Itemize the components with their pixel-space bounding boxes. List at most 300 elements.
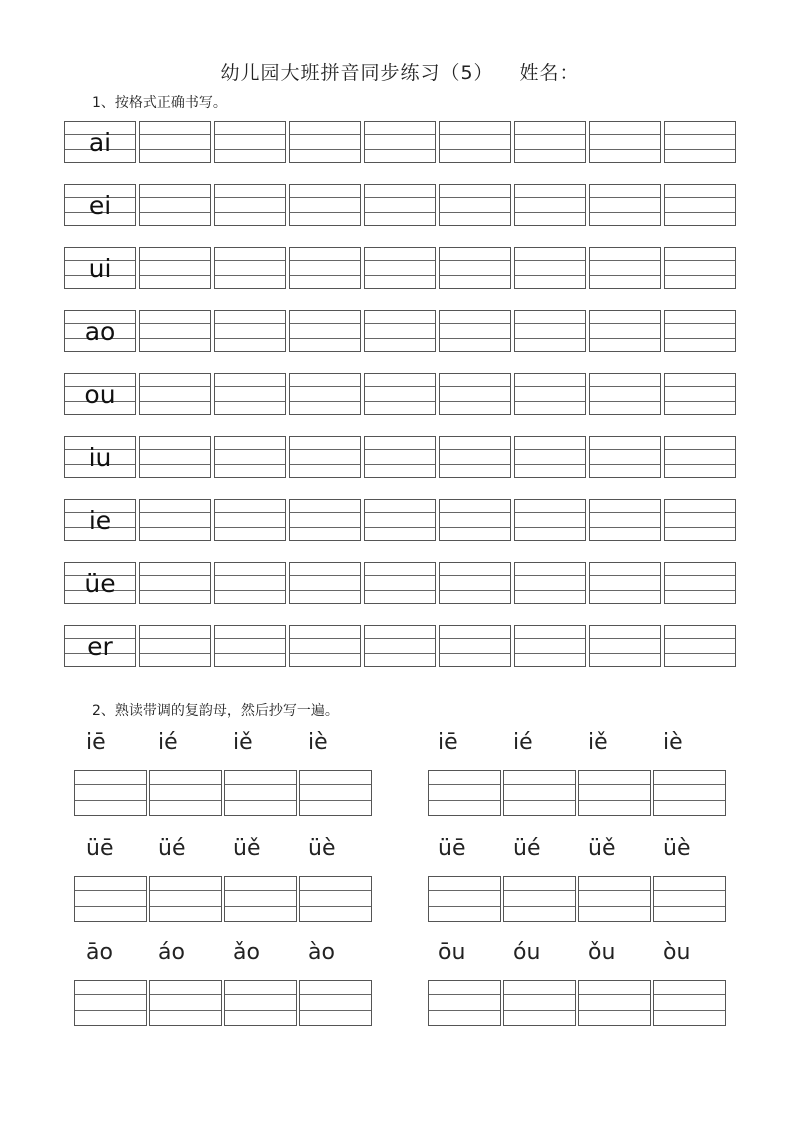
guide-line xyxy=(440,386,510,387)
guide-line xyxy=(515,260,585,261)
writing-cell[interactable] xyxy=(578,980,651,1026)
guide-line xyxy=(140,590,210,591)
guide-line xyxy=(579,906,650,907)
guide-line xyxy=(290,653,360,654)
writing-cell[interactable] xyxy=(589,184,661,226)
writing-cell[interactable] xyxy=(139,625,211,667)
guide-line xyxy=(365,323,435,324)
guide-line xyxy=(140,323,210,324)
writing-cell[interactable] xyxy=(214,625,286,667)
writing-cell[interactable] xyxy=(578,876,651,922)
guide-line xyxy=(290,212,360,213)
guide-line xyxy=(300,1010,371,1011)
writing-cell[interactable] xyxy=(664,373,736,415)
guide-line xyxy=(365,638,435,639)
guide-line xyxy=(590,653,660,654)
guide-line xyxy=(429,800,500,801)
writing-cell[interactable] xyxy=(428,770,501,816)
guide-line xyxy=(150,890,221,891)
guide-line xyxy=(440,197,510,198)
guide-line xyxy=(515,197,585,198)
guide-line xyxy=(654,906,725,907)
guide-line xyxy=(225,1010,296,1011)
sample-final: ui xyxy=(88,254,112,283)
guide-line xyxy=(515,512,585,513)
guide-line xyxy=(290,464,360,465)
sample-final: ai xyxy=(88,128,112,157)
guide-line xyxy=(429,994,500,995)
writing-cell[interactable] xyxy=(589,121,661,163)
guide-line xyxy=(579,800,650,801)
guide-line xyxy=(665,260,735,261)
guide-line xyxy=(579,890,650,891)
sample-final: ou xyxy=(84,380,116,409)
writing-cell[interactable] xyxy=(589,436,661,478)
sample-cell xyxy=(64,247,136,289)
toned-final: ǎo xyxy=(233,940,260,965)
guide-line xyxy=(75,994,146,995)
guide-line xyxy=(590,338,660,339)
writing-cell[interactable] xyxy=(364,373,436,415)
writing-cell[interactable] xyxy=(664,499,736,541)
guide-line xyxy=(665,212,735,213)
writing-cell[interactable] xyxy=(364,625,436,667)
writing-cell[interactable] xyxy=(589,499,661,541)
guide-line xyxy=(440,338,510,339)
guide-line xyxy=(150,800,221,801)
writing-cell[interactable] xyxy=(428,876,501,922)
guide-line xyxy=(429,906,500,907)
guide-line xyxy=(140,386,210,387)
writing-cell[interactable] xyxy=(214,436,286,478)
guide-line xyxy=(300,890,371,891)
guide-line xyxy=(290,590,360,591)
guide-line xyxy=(654,784,725,785)
writing-cell[interactable] xyxy=(214,121,286,163)
guide-line xyxy=(429,1010,500,1011)
writing-cell[interactable] xyxy=(74,770,147,816)
writing-cell[interactable] xyxy=(514,184,586,226)
sample-final: üe xyxy=(84,569,116,598)
writing-cell[interactable] xyxy=(214,247,286,289)
guide-line xyxy=(665,449,735,450)
guide-line xyxy=(290,512,360,513)
guide-line xyxy=(290,197,360,198)
guide-line xyxy=(215,260,285,261)
guide-line xyxy=(215,338,285,339)
writing-cell[interactable] xyxy=(214,373,286,415)
toned-final: iè xyxy=(663,730,683,755)
guide-line xyxy=(590,575,660,576)
guide-line xyxy=(440,134,510,135)
guide-line xyxy=(365,386,435,387)
guide-line xyxy=(429,784,500,785)
toned-final: iě xyxy=(233,730,253,755)
guide-line xyxy=(365,401,435,402)
guide-line xyxy=(140,197,210,198)
guide-line xyxy=(440,260,510,261)
writing-cell[interactable] xyxy=(224,980,297,1026)
sample-cell xyxy=(64,436,136,478)
guide-line xyxy=(515,134,585,135)
writing-cell[interactable] xyxy=(364,562,436,604)
guide-line xyxy=(140,149,210,150)
guide-line xyxy=(140,212,210,213)
guide-line xyxy=(440,512,510,513)
writing-cell[interactable] xyxy=(664,310,736,352)
guide-line xyxy=(665,401,735,402)
toned-final: üé xyxy=(158,836,186,861)
guide-line xyxy=(140,260,210,261)
guide-line xyxy=(75,906,146,907)
writing-cell[interactable] xyxy=(439,184,511,226)
writing-cell[interactable] xyxy=(139,247,211,289)
writing-cell[interactable] xyxy=(364,436,436,478)
writing-cell[interactable] xyxy=(653,876,726,922)
toned-final: ào xyxy=(308,940,335,965)
writing-cell[interactable] xyxy=(74,980,147,1026)
writing-cell[interactable] xyxy=(214,499,286,541)
writing-cell[interactable] xyxy=(514,310,586,352)
guide-line xyxy=(590,386,660,387)
guide-line xyxy=(75,1010,146,1011)
guide-line xyxy=(75,890,146,891)
guide-line xyxy=(665,575,735,576)
guide-line xyxy=(440,149,510,150)
sample-final: ie xyxy=(88,506,112,535)
writing-cell[interactable] xyxy=(439,625,511,667)
guide-line xyxy=(654,890,725,891)
toned-final: ié xyxy=(513,730,533,755)
guide-line xyxy=(440,275,510,276)
sample-cell xyxy=(64,310,136,352)
writing-cell[interactable] xyxy=(439,373,511,415)
writing-cell[interactable] xyxy=(664,625,736,667)
guide-line xyxy=(440,653,510,654)
guide-line xyxy=(590,449,660,450)
writing-cell[interactable] xyxy=(503,876,576,922)
guide-line xyxy=(365,338,435,339)
guide-line xyxy=(515,590,585,591)
writing-cell[interactable] xyxy=(514,625,586,667)
toned-final: iē xyxy=(86,730,106,755)
sample-final: er xyxy=(87,632,113,661)
writing-cell[interactable] xyxy=(439,436,511,478)
guide-line xyxy=(225,784,296,785)
writing-cell[interactable] xyxy=(214,310,286,352)
guide-line xyxy=(215,149,285,150)
guide-line xyxy=(665,527,735,528)
guide-line xyxy=(150,906,221,907)
writing-cell[interactable] xyxy=(74,876,147,922)
guide-line xyxy=(215,590,285,591)
guide-line xyxy=(150,994,221,995)
guide-line xyxy=(290,134,360,135)
guide-line xyxy=(300,994,371,995)
guide-line xyxy=(225,890,296,891)
sample-cell xyxy=(64,373,136,415)
guide-line xyxy=(665,653,735,654)
toned-final: üè xyxy=(663,836,691,861)
guide-line xyxy=(515,449,585,450)
guide-line xyxy=(300,784,371,785)
toned-final: iē xyxy=(438,730,458,755)
guide-line xyxy=(225,800,296,801)
guide-line xyxy=(365,134,435,135)
toned-final: áo xyxy=(158,940,185,965)
toned-final: óu xyxy=(513,940,541,965)
guide-line xyxy=(515,323,585,324)
writing-cell[interactable] xyxy=(589,373,661,415)
worksheet-title: 幼儿园大班拼音同步练习（5） xyxy=(220,62,494,84)
sample-cell xyxy=(64,184,136,226)
guide-line xyxy=(365,449,435,450)
guide-line xyxy=(440,575,510,576)
guide-line xyxy=(665,323,735,324)
writing-cell[interactable] xyxy=(364,247,436,289)
toned-final: üě xyxy=(588,836,616,861)
writing-cell[interactable] xyxy=(289,499,361,541)
guide-line xyxy=(365,212,435,213)
guide-line xyxy=(590,464,660,465)
guide-line xyxy=(290,401,360,402)
guide-line xyxy=(440,401,510,402)
guide-line xyxy=(140,653,210,654)
writing-cell[interactable] xyxy=(589,247,661,289)
writing-cell[interactable] xyxy=(439,121,511,163)
writing-cell[interactable] xyxy=(139,184,211,226)
toned-final: iè xyxy=(308,730,328,755)
guide-line xyxy=(504,1010,575,1011)
writing-cell[interactable] xyxy=(139,436,211,478)
writing-cell[interactable] xyxy=(214,184,286,226)
guide-line xyxy=(290,449,360,450)
guide-line xyxy=(590,212,660,213)
guide-line xyxy=(365,590,435,591)
guide-line xyxy=(365,260,435,261)
guide-line xyxy=(365,575,435,576)
guide-line xyxy=(515,149,585,150)
guide-line xyxy=(225,906,296,907)
guide-line xyxy=(225,994,296,995)
guide-line xyxy=(590,149,660,150)
writing-cell[interactable] xyxy=(364,184,436,226)
guide-line xyxy=(440,638,510,639)
writing-cell[interactable] xyxy=(139,373,211,415)
writing-cell[interactable] xyxy=(503,980,576,1026)
guide-line xyxy=(504,906,575,907)
guide-line xyxy=(140,527,210,528)
guide-line xyxy=(515,212,585,213)
writing-cell[interactable] xyxy=(214,562,286,604)
sample-cell xyxy=(64,499,136,541)
guide-line xyxy=(440,527,510,528)
guide-line xyxy=(590,401,660,402)
writing-cell[interactable] xyxy=(289,625,361,667)
guide-line xyxy=(140,401,210,402)
guide-line xyxy=(665,590,735,591)
name-label: 姓名： xyxy=(519,62,580,84)
guide-line xyxy=(515,401,585,402)
guide-line xyxy=(665,464,735,465)
writing-cell[interactable] xyxy=(139,499,211,541)
writing-cell[interactable] xyxy=(428,980,501,1026)
writing-cell[interactable] xyxy=(664,562,736,604)
guide-line xyxy=(290,575,360,576)
sample-cell xyxy=(64,121,136,163)
guide-line xyxy=(515,638,585,639)
writing-cell[interactable] xyxy=(149,980,222,1026)
section-1-instruction: 1、按格式正确书写。 xyxy=(92,95,227,111)
writing-cell[interactable] xyxy=(139,310,211,352)
writing-cell[interactable] xyxy=(514,499,586,541)
writing-cell[interactable] xyxy=(289,436,361,478)
writing-cell[interactable] xyxy=(514,247,586,289)
writing-cell[interactable] xyxy=(439,562,511,604)
writing-cell[interactable] xyxy=(589,310,661,352)
writing-cell[interactable] xyxy=(664,436,736,478)
toned-final: ǒu xyxy=(588,940,616,965)
guide-line xyxy=(654,994,725,995)
writing-cell[interactable] xyxy=(299,980,372,1026)
guide-line xyxy=(215,638,285,639)
writing-cell[interactable] xyxy=(589,562,661,604)
writing-cell[interactable] xyxy=(289,562,361,604)
guide-line xyxy=(365,527,435,528)
writing-cell[interactable] xyxy=(139,562,211,604)
guide-line xyxy=(515,464,585,465)
guide-line xyxy=(590,638,660,639)
writing-cell[interactable] xyxy=(149,876,222,922)
guide-line xyxy=(290,638,360,639)
toned-final: üē xyxy=(438,836,466,861)
guide-line xyxy=(300,906,371,907)
guide-line xyxy=(504,994,575,995)
guide-line xyxy=(665,638,735,639)
writing-cell[interactable] xyxy=(289,373,361,415)
guide-line xyxy=(665,149,735,150)
guide-line xyxy=(504,890,575,891)
writing-cell[interactable] xyxy=(439,310,511,352)
guide-line xyxy=(140,512,210,513)
writing-cell[interactable] xyxy=(364,121,436,163)
guide-line xyxy=(590,275,660,276)
guide-line xyxy=(215,512,285,513)
toned-final: ōu xyxy=(438,940,466,965)
sample-cell xyxy=(64,625,136,667)
guide-line xyxy=(665,197,735,198)
toned-final: āo xyxy=(86,940,113,965)
writing-cell[interactable] xyxy=(503,770,576,816)
guide-line xyxy=(579,994,650,995)
writing-cell[interactable] xyxy=(589,625,661,667)
sample-final: ao xyxy=(84,317,116,346)
writing-cell[interactable] xyxy=(664,121,736,163)
writing-cell[interactable] xyxy=(578,770,651,816)
writing-cell[interactable] xyxy=(289,184,361,226)
writing-cell[interactable] xyxy=(289,247,361,289)
guide-line xyxy=(515,575,585,576)
toned-final: üé xyxy=(513,836,541,861)
guide-line xyxy=(515,386,585,387)
guide-line xyxy=(590,134,660,135)
writing-cell[interactable] xyxy=(289,121,361,163)
writing-cell[interactable] xyxy=(364,310,436,352)
guide-line xyxy=(290,323,360,324)
guide-line xyxy=(665,512,735,513)
writing-cell[interactable] xyxy=(514,373,586,415)
writing-cell[interactable] xyxy=(149,770,222,816)
guide-line xyxy=(440,323,510,324)
writing-cell[interactable] xyxy=(653,980,726,1026)
writing-cell[interactable] xyxy=(514,121,586,163)
guide-line xyxy=(665,275,735,276)
guide-line xyxy=(590,527,660,528)
sample-cell xyxy=(64,562,136,604)
guide-line xyxy=(504,800,575,801)
writing-cell[interactable] xyxy=(224,876,297,922)
writing-cell[interactable] xyxy=(299,770,372,816)
writing-cell[interactable] xyxy=(439,499,511,541)
page-title xyxy=(0,58,800,85)
guide-line xyxy=(290,527,360,528)
guide-line xyxy=(590,512,660,513)
guide-line xyxy=(215,464,285,465)
guide-line xyxy=(75,784,146,785)
guide-line xyxy=(365,149,435,150)
toned-final: üè xyxy=(308,836,336,861)
guide-line xyxy=(215,134,285,135)
guide-line xyxy=(654,800,725,801)
writing-cell[interactable] xyxy=(299,876,372,922)
writing-cell[interactable] xyxy=(224,770,297,816)
guide-line xyxy=(515,653,585,654)
writing-cell[interactable] xyxy=(514,436,586,478)
guide-line xyxy=(515,275,585,276)
guide-line xyxy=(440,449,510,450)
guide-line xyxy=(429,890,500,891)
guide-line xyxy=(140,449,210,450)
guide-line xyxy=(365,275,435,276)
guide-line xyxy=(290,149,360,150)
guide-line xyxy=(150,1010,221,1011)
writing-cell[interactable] xyxy=(664,184,736,226)
writing-cell[interactable] xyxy=(364,499,436,541)
guide-line xyxy=(440,590,510,591)
guide-line xyxy=(215,212,285,213)
guide-line xyxy=(665,134,735,135)
guide-line xyxy=(215,449,285,450)
guide-line xyxy=(365,197,435,198)
sample-final: iu xyxy=(88,443,112,472)
writing-cell[interactable] xyxy=(139,121,211,163)
writing-cell[interactable] xyxy=(664,247,736,289)
guide-line xyxy=(365,464,435,465)
guide-line xyxy=(290,275,360,276)
guide-line xyxy=(215,323,285,324)
guide-line xyxy=(140,638,210,639)
writing-cell[interactable] xyxy=(289,310,361,352)
guide-line xyxy=(215,386,285,387)
guide-line xyxy=(140,134,210,135)
guide-line xyxy=(140,275,210,276)
guide-line xyxy=(590,590,660,591)
writing-cell[interactable] xyxy=(439,247,511,289)
section-2-instruction: 2、熟读带调的复韵母，然后抄写一遍。 xyxy=(92,703,339,719)
writing-cell[interactable] xyxy=(653,770,726,816)
guide-line xyxy=(290,386,360,387)
writing-cell[interactable] xyxy=(514,562,586,604)
